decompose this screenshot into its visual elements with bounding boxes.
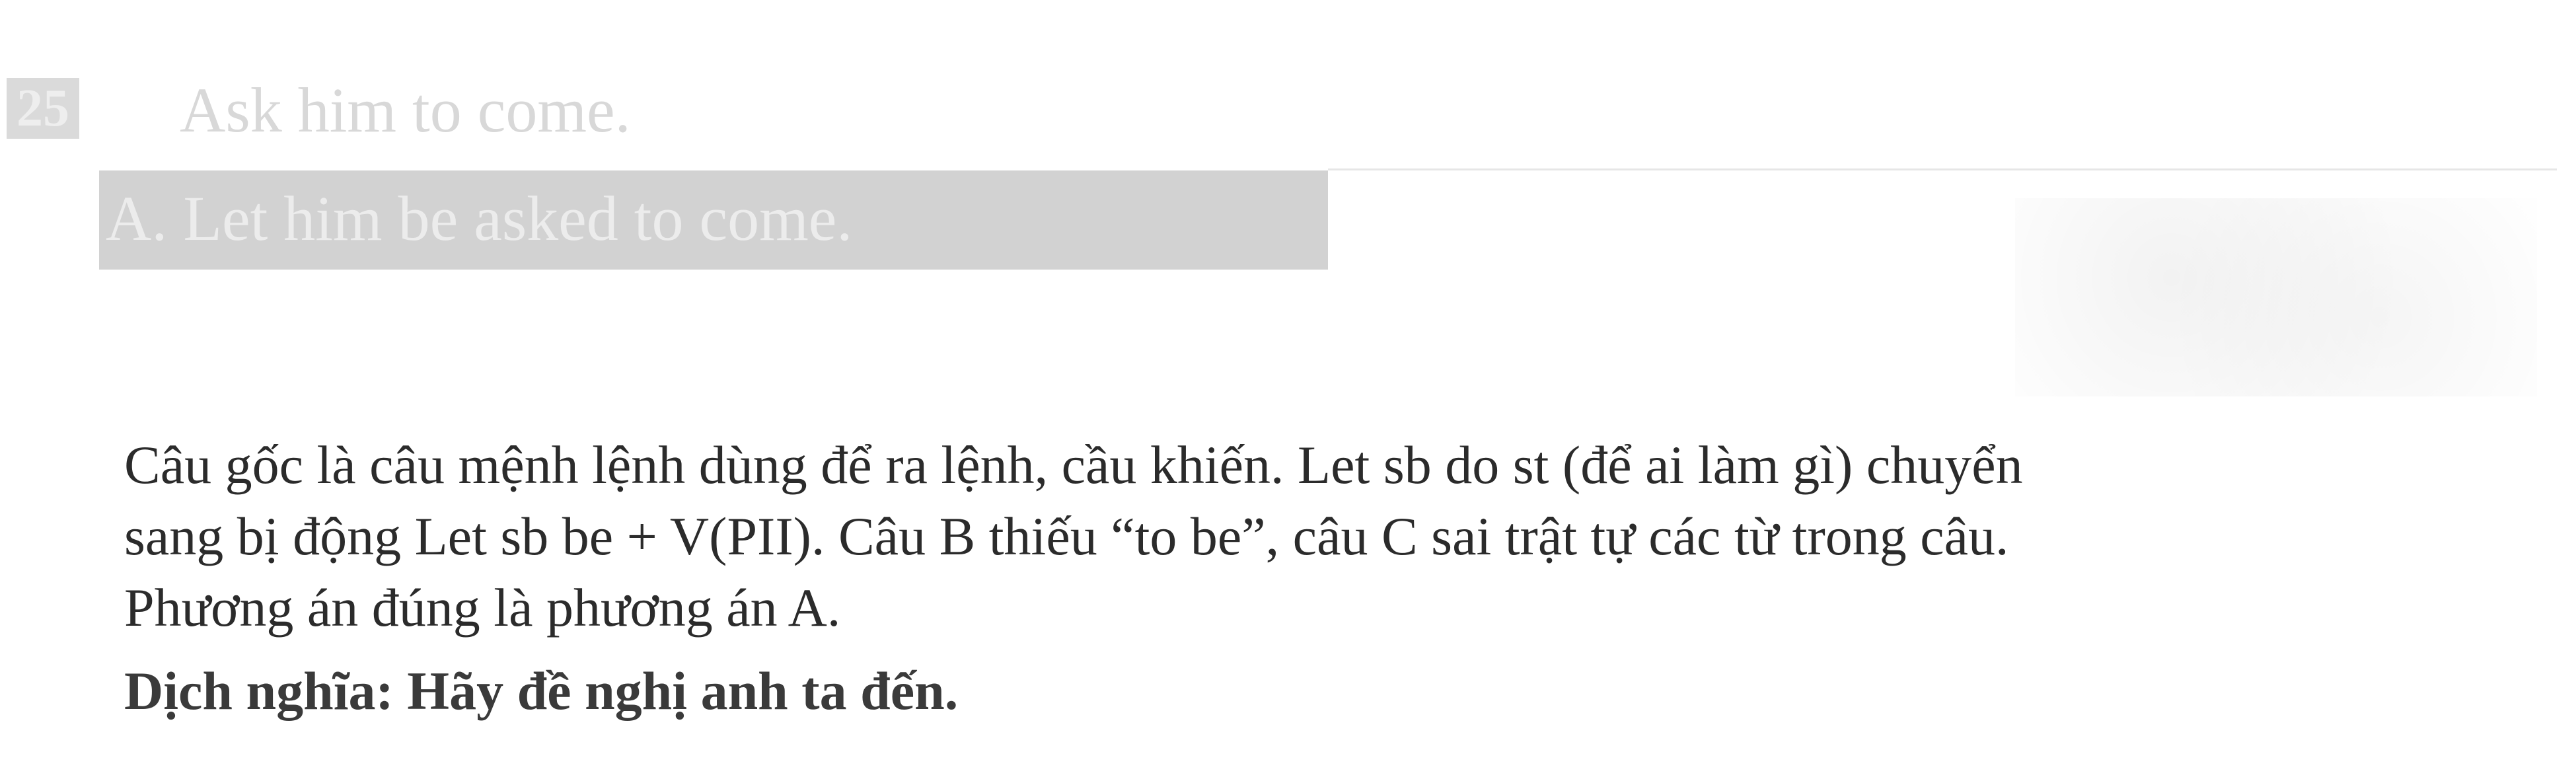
explanation [124, 429, 2562, 727]
option-a [99, 170, 1328, 270]
explanation-line: Câu gốc là câu mệnh lệnh dùng để ra lệnh, cầu khiến. Let sb do st (để ai làm gì) chuyển [124, 435, 2023, 495]
explanation-line: Phương án đúng là phương án A. [124, 577, 841, 638]
translation: Dịch nghĩa: Hãy đề nghị anh ta đến. [124, 661, 959, 721]
explanation-line: sang bị động Let sb be + V(PII). Câu B thiếu “to be”, câu C sai trật tự các từ trong câu. [124, 506, 2009, 566]
divider [1328, 168, 2557, 170]
option-a-text: A. Let him be asked to come. [106, 183, 853, 254]
question-text: Ask him to come. [180, 75, 631, 145]
question-block [0, 59, 1328, 270]
scan-noise [2015, 198, 2537, 396]
question-number: 25 [7, 78, 79, 139]
